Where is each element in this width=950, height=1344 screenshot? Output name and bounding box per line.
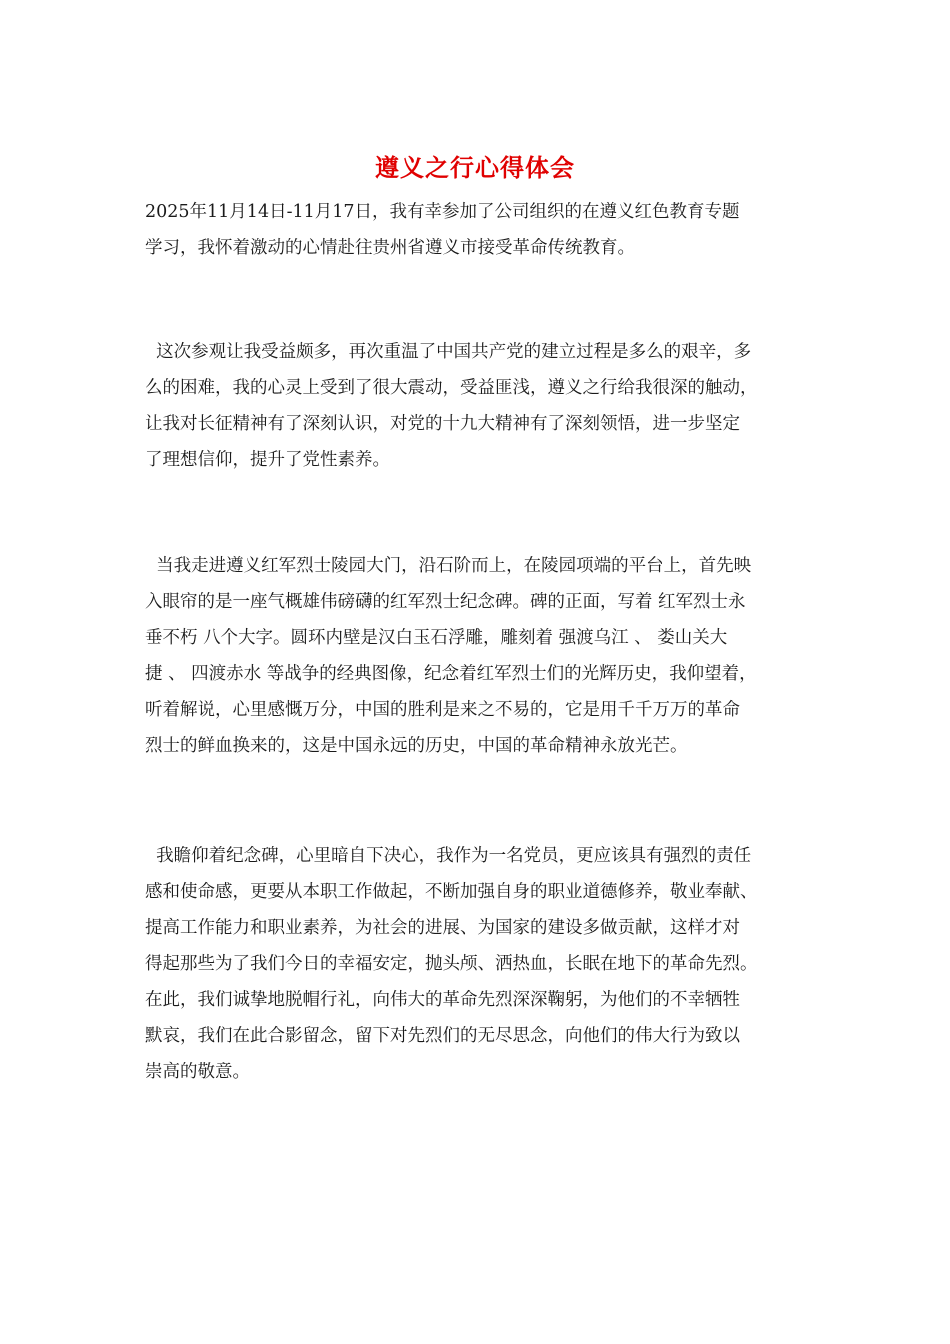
paragraph-line: 提高工作能力和职业素养，为社会的进展、为国家的建设多做贡献，这样才对	[145, 918, 740, 938]
paragraph-line: 当我走进遵义红军烈士陵园大门，沿石阶而上，在陵园项端的平台上，首先映	[145, 556, 752, 576]
paragraph-line: 这次参观让我受益颇多，再次重温了中国共产党的建立过程是多么的艰辛，多	[145, 342, 752, 362]
document-title: 遵义之行心得体会	[375, 154, 575, 182]
paragraph-line: 得起那些为了我们今日的幸福安定，抛头颅、洒热血，长眠在地下的革命先烈。	[145, 954, 758, 974]
paragraph-line: 垂不朽 八个大字。圆环内壁是汉白玉石浮雕，雕刻着 强渡乌江 、 娄山关大	[145, 628, 728, 648]
paragraph-line: 2025年11月14日-11月17日，我有幸参加了公司组织的在遵义红色教育专题	[145, 202, 740, 222]
paragraph-line: 么的困难，我的心灵上受到了很大震动，受益匪浅，遵义之行给我很深的触动，	[145, 378, 758, 398]
paragraph-line: 让我对长征精神有了深刻认识，对党的十九大精神有了深刻领悟，进一步坚定	[145, 414, 740, 434]
paragraph-line: 感和使命感，更要从本职工作做起，不断加强自身的职业道德修养，敬业奉献、	[145, 882, 758, 902]
paragraph-line: 了理想信仰，提升了党性素养。	[145, 450, 390, 470]
paragraph-line: 烈士的鲜血换来的，这是中国永远的历史，中国的革命精神永放光芒。	[145, 736, 688, 756]
paragraph-line: 捷 、 四渡赤水 等战争的经典图像，纪念着红军烈士们的光辉历史，我仰望着，	[145, 664, 757, 684]
paragraph-line: 默哀，我们在此合影留念，留下对先烈们的无尽思念，向他们的伟大行为致以	[145, 1026, 740, 1046]
paragraph-line: 在此，我们诚挚地脱帽行礼，向伟大的革命先烈深深鞠躬，为他们的不幸牺牲	[145, 990, 740, 1010]
paragraph-line: 我瞻仰着纪念碑，心里暗自下决心，我作为一名党员，更应该具有强烈的责任	[145, 846, 752, 866]
paragraph-line: 入眼帘的是一座气概雄伟磅礴的红军烈士纪念碑。碑的正面，写着 红军烈士永	[145, 592, 746, 612]
paragraph-line: 崇高的敬意。	[145, 1062, 250, 1082]
paragraph-line: 学习，我怀着激动的心情赴往贵州省遵义市接受革命传统教育。	[145, 238, 635, 258]
paragraph-line: 听着解说，心里感慨万分，中国的胜利是来之不易的，它是用千千万万的革命	[145, 700, 740, 720]
